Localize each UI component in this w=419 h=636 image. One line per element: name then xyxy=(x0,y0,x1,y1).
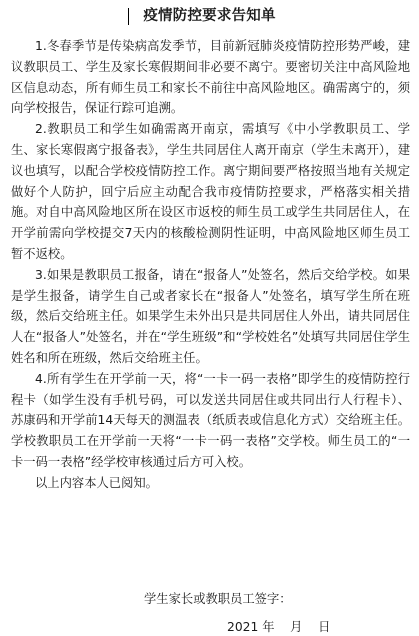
document-body xyxy=(11,36,410,494)
document-title: 疫情防控要求告知单 xyxy=(143,8,276,24)
paragraph-1: 1.冬春季节是传染病高发季节，目前新冠肺炎疫情防控形势严峻，建议教职员工、学生及家长寒假期间非必要不离宁。要密切关注中高风险地区信息动态，所有师生员工和家长不前往中高风险地区。确需离宁的，须向学校报告，保证行踪可追溯。 xyxy=(11,39,410,116)
acknowledgement-text: 以上内容本人已阅知。 xyxy=(35,475,158,490)
paragraph-4: 4.所有学生在开学前一天，将“一卡一码一表格”即学生的疫情防控行程卡（如学生没有手机号码，可以发送共同居住或共同出行人行程卡）、苏康码和开学前14天每天的测温表（纸质表或信息化方式）交给班主任。学校教职员工在开学前一天将“一卡一码一表格”交学校。师生员工的“一卡一码一表格”经学校审核通过后方可入校。 xyxy=(11,371,410,469)
signature-label: 学生家长或教职员工签字： xyxy=(144,592,292,606)
date-line: 2021 年 月 日 xyxy=(227,620,331,634)
paragraph-3: 3.如果是教职员工报备，请在“报备人”处签名，然后交给学校。如果是学生报备，请学生自己或者家长在“报备人”处签名，填写学生所在班级，然后交给班主任。如果学生未外出只是共同居住人外出，请共同居住人在“报备人”处签名，并在“学生班级”和“学校姓名”处填写共同居住学生姓名和所在班级，然后交给班主任。 xyxy=(11,267,410,365)
paragraph-2: 2.教职员工和学生如确需离开南京，需填写《中小学教职员工、学生、家长寒假离宁报备表》，学生共同居住人离开南京（学生未离开），建议也填写，以配合学校疫情防控工作。离宁期间要严格按照当地有关规定做好个人防护，回宁后应主动配合我市疫情防控要求，严格落实相关措施。对自中高风险地区所在设区市返校的师生员工或学生共同居住人，在开学前需向学校提交7天内的核酸检测阴性证明，中高风险地区师生员工暂不返校。 xyxy=(11,122,410,261)
